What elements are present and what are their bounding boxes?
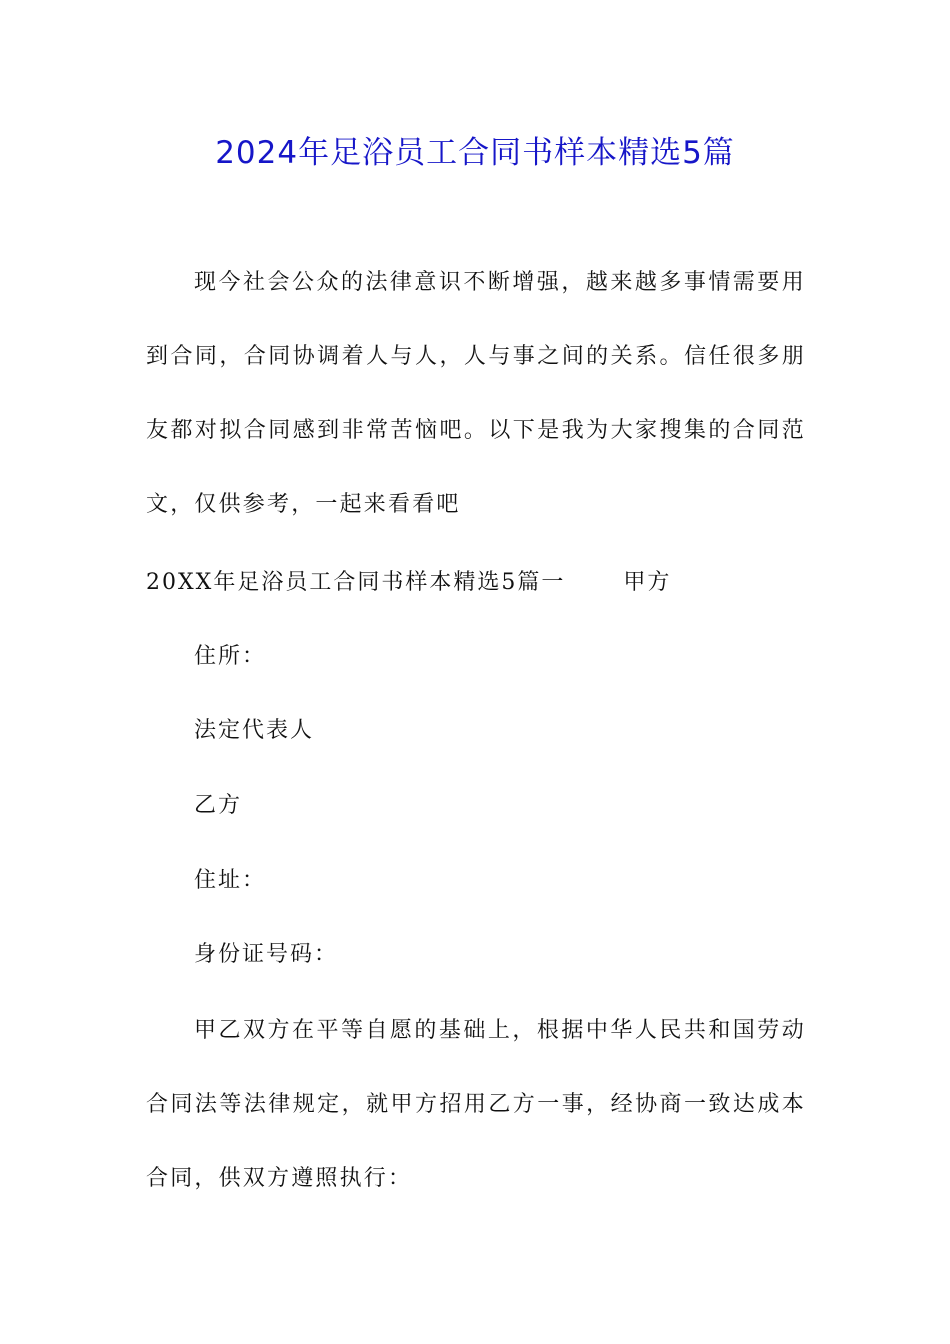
section-heading-line [146,568,671,598]
party-b-id-number: 身份证号码： [194,942,339,967]
agreement-paragraph: 甲乙双方在平等自愿的基础上，根据中华人民共和国劳动合同法等法律规定，就甲方招用乙方一事，经协商一致达成本合同，供双方遵照执行： [146,1018,806,1191]
party-b-address: 住址： [194,868,267,893]
party-a-legal-rep: 法定代表人 [194,718,315,743]
party-b-label: 乙方 [194,793,243,818]
party-a-label: 甲方 [623,570,672,595]
party-a-address: 住所： [194,644,267,669]
document-title: 2024年足浴员工合同书样本精选5篇 [215,135,735,171]
intro-paragraph: 现今社会公众的法律意识不断增强，越来越多事情需要用到合同，合同协调着人与人，人与事之间的关系。信任很多朋友都对拟合同感到非常苦恼吧。以下是我为大家搜集的合同范文，仅供参考，一起来看看吧 [146,270,806,517]
section-heading: 20XX年足浴员工合同书样本精选5篇一 [146,570,566,595]
